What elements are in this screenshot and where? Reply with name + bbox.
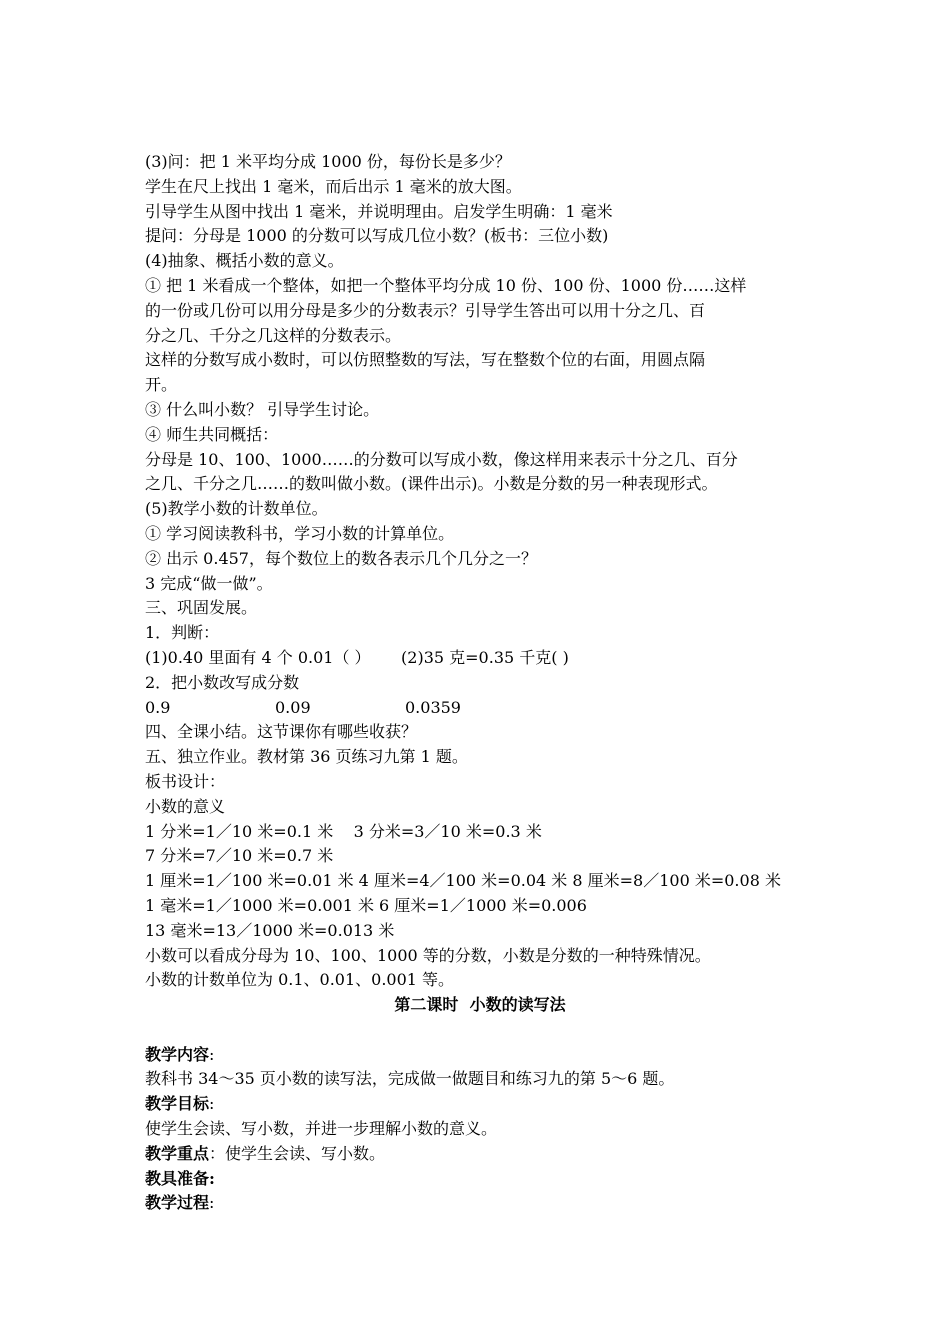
- teaching-content-text: 教科书 34～35 页小数的读写法，完成做一做题目和练习九的第 5～6 题。: [145, 1069, 675, 1089]
- text-line: 小数的计数单位为 0.1、0.01、0.001 等。: [145, 970, 455, 990]
- text-line: 开。: [145, 375, 178, 395]
- text-line: 1 毫米=1／1000 米=0.001 米 6 厘米=1／1000 米=0.006: [145, 895, 587, 915]
- section-text: ：使学生会读、写小数。: [209, 1143, 386, 1163]
- exercise-item: 0.0359: [405, 697, 461, 717]
- text-line: (1)0.40 里面有 4 个 0.01（ ） (2)35 克=0.35 千克( ): [145, 647, 569, 667]
- section-label: 教学重点: [145, 1143, 210, 1163]
- text-line: 三、巩固发展。: [145, 598, 258, 618]
- text-line: 3 完成“做一做”。: [145, 573, 273, 593]
- text-line: 分母是 10、100、1000……的分数可以写成小数，像这样用来表示十分之几、百分: [145, 449, 738, 469]
- text-line: 提问：分母是 1000 的分数可以写成几位小数？(板书：三位小数): [145, 226, 609, 246]
- text-line: 这样的分数写成小数时，可以仿照整数的写法，写在整数个位的右面，用圆点隔: [145, 350, 706, 370]
- text-line: 13 毫米=13／1000 米=0.013 米: [145, 920, 395, 940]
- blank-line: [145, 1018, 815, 1043]
- text-line: ① 把 1 米看成一个整体，如把一个整体平均分成 10 份、100 份、1000 份……这样: [145, 275, 747, 295]
- text-line: 四、全课小结。这节课你有哪些收获？: [145, 722, 418, 742]
- text-line: 的一份或几份可以用分母是多少的分数表示？引导学生答出可以用十分之几、百: [145, 300, 706, 320]
- text-line: 小数可以看成分母为 10、100、1000 等的分数，小数是分数的一种特殊情况。: [145, 945, 711, 965]
- teaching-goal-heading: [145, 1092, 815, 1117]
- text-line: 1．判断：: [145, 623, 220, 643]
- section-colon: :: [209, 1044, 215, 1064]
- text-line: ② 出示 0.457，每个数位上的数各表示几个几分之一？: [145, 548, 537, 568]
- document-body: [145, 150, 815, 1216]
- teaching-focus: [145, 1142, 815, 1167]
- text-line: ① 学习阅读教科书，学习小数的计算单位。: [145, 523, 455, 543]
- text-line: (5)教学小数的计数单位。: [145, 499, 328, 519]
- text-line: 分之几、千分之几这样的分数表示。: [145, 325, 402, 345]
- text-line: 学生在尺上找出 1 毫米，而后出示 1 毫米的放大图。: [145, 176, 522, 196]
- section-colon: :: [209, 1094, 215, 1114]
- teaching-content-heading: [145, 1043, 815, 1068]
- text-line: ③ 什么叫小数？ 引导学生讨论。: [145, 399, 380, 419]
- text-line: 7 分米=7／10 米=0.7 米: [145, 846, 334, 866]
- teaching-process-heading: [145, 1191, 815, 1216]
- text-line: ④ 师生共同概括：: [145, 424, 279, 444]
- section-label: 教学过程: [145, 1193, 210, 1213]
- text-line: 引导学生从图中找出 1 毫米，并说明理由。启发学生明确：1 毫米: [145, 201, 613, 221]
- text-line: (4)抽象、概括小数的意义。: [145, 251, 344, 271]
- text-line: 2．把小数改写成分数: [145, 672, 300, 692]
- teaching-tools-heading: 教具准备:: [145, 1168, 215, 1188]
- text-line: 之几、千分之几……的数叫做小数。(课件出示)。小数是分数的另一种表现形式。: [145, 474, 718, 494]
- text-line: 1 厘米=1／100 米=0.01 米 4 厘米=4／100 米=0.04 米 8 厘米=8／100 米=0.08 米: [145, 871, 781, 891]
- text-line: 板书设计：: [145, 771, 226, 791]
- section-colon: :: [209, 1193, 215, 1213]
- exercise-item: 0.09: [275, 697, 311, 717]
- section-label: 教学内容: [145, 1044, 210, 1064]
- lesson-title: 第二课时 小数的读写法: [394, 995, 566, 1015]
- text-line: 1 分米=1／10 米=0.1 米 3 分米=3／10 米=0.3 米: [145, 821, 542, 841]
- text-line: 小数的意义: [145, 796, 226, 816]
- fraction-exercise-row: [145, 696, 815, 721]
- exercise-item: 0.9: [145, 697, 171, 717]
- text-line: (3)问：把 1 米平均分成 1000 份，每份长是多少？: [145, 152, 511, 171]
- text-line: 五、独立作业。教材第 36 页练习九第 1 题。: [145, 747, 468, 767]
- section-label: 教学目标: [145, 1094, 210, 1114]
- teaching-goal-text: 使学生会读、写小数，并进一步理解小数的意义。: [145, 1119, 498, 1139]
